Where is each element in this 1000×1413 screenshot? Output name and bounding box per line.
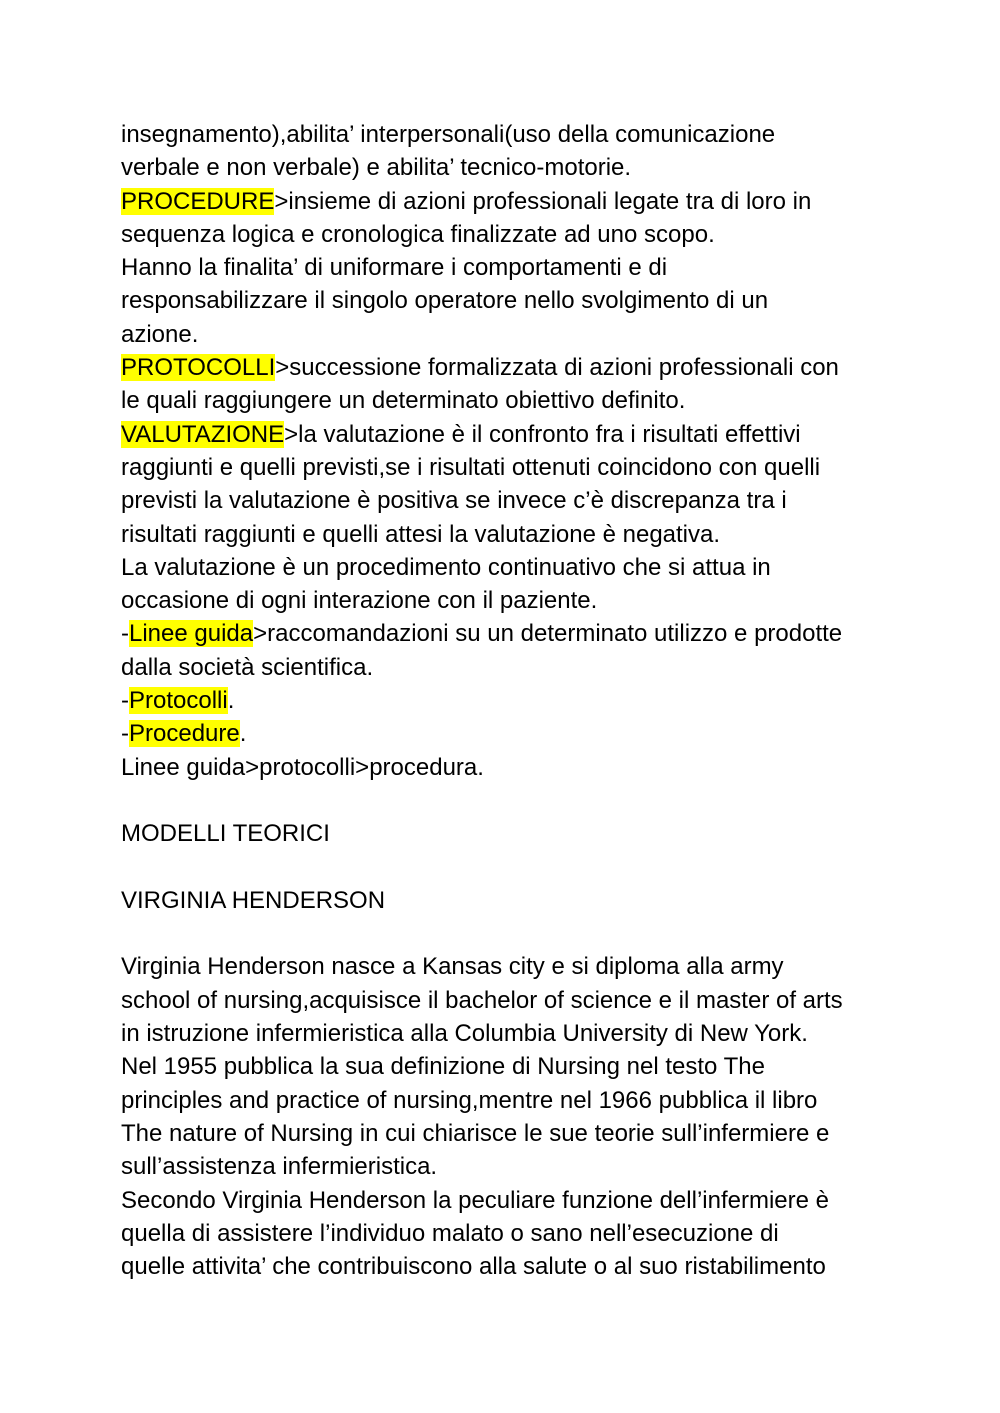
highlighted-term: Procedure [129, 720, 240, 748]
document-body [121, 118, 896, 1283]
text-line [121, 351, 896, 384]
text-line [121, 984, 896, 1017]
paragraph-henderson-title [121, 884, 896, 917]
text-line [121, 318, 896, 351]
highlighted-term: Protocolli [129, 687, 228, 715]
text-line [121, 684, 896, 717]
text-line [121, 651, 896, 684]
highlighted-term: PROCEDURE [121, 187, 275, 215]
text-line [121, 717, 896, 750]
highlighted-term: Linee guida [129, 620, 254, 648]
text-line [121, 384, 896, 417]
text-segment: MODELLI TEORICI [121, 820, 330, 848]
text-segment: La valutazione è un procedimento continuativo che si attua in [121, 553, 771, 581]
text-segment: - [121, 720, 129, 748]
text-segment: dalla società scientifica. [121, 653, 374, 681]
text-line [121, 950, 896, 983]
text-line [121, 218, 896, 251]
text-line [121, 151, 896, 184]
highlighted-term: VALUTAZIONE [121, 420, 285, 448]
text-line [121, 884, 896, 917]
text-line [121, 1084, 896, 1117]
text-segment: quella di assistere l’individuo malato o sano nell’esecuzione di [121, 1219, 779, 1247]
text-segment: in istruzione infermieristica alla Columbia University di New York. [121, 1020, 808, 1048]
paragraph-intro [121, 118, 896, 185]
text-line [121, 1017, 896, 1050]
text-segment: Secondo Virginia Henderson la peculiare funzione dell’infermiere è [121, 1186, 829, 1214]
text-line [121, 518, 896, 551]
text-segment: - [121, 687, 129, 715]
text-segment: previsti la valutazione è positiva se invece c’è discrepanza tra i [121, 487, 787, 515]
text-segment: >la valutazione è il confronto fra i risultati effettivi [284, 420, 801, 448]
text-segment: le quali raggiungere un determinato obiettivo definito. [121, 387, 686, 415]
text-segment: . [239, 720, 247, 748]
text-segment: The nature of Nursing in cui chiarisce le sue teorie sull’infermiere e [121, 1119, 830, 1147]
paragraph-henderson-bio [121, 950, 896, 1283]
text-segment: raggiunti e quelli previsti,se i risultati ottenuti coincidono con quelli [121, 453, 821, 481]
text-line [121, 617, 896, 650]
text-line [121, 418, 896, 451]
blank-line [121, 851, 896, 884]
text-segment: sull’assistenza infermieristica. [121, 1153, 438, 1181]
blank-line [121, 917, 896, 950]
text-line [121, 1117, 896, 1150]
text-segment: verbale e non verbale) e abilita’ tecnico-motorie. [121, 154, 632, 182]
text-line [121, 1184, 896, 1217]
text-line [121, 251, 896, 284]
highlighted-term: PROTOCOLLI [121, 354, 276, 382]
text-line [121, 1050, 896, 1083]
paragraph-valutazione [121, 418, 896, 618]
text-segment: occasione di ogni interazione con il paziente. [121, 587, 598, 615]
text-segment: . [227, 687, 235, 715]
text-segment: quelle attivita’ che contribuiscono alla salute o al suo ristabilimento [121, 1253, 826, 1281]
blank-line [121, 784, 896, 817]
text-segment: >successione formalizzata di azioni professionali con [275, 354, 839, 382]
text-line [121, 118, 896, 151]
text-line [121, 185, 896, 218]
text-segment: >raccomandazioni su un determinato utilizzo e prodotte [253, 620, 843, 648]
text-line [121, 751, 896, 784]
text-line [121, 1250, 896, 1283]
text-segment: - [121, 620, 129, 648]
text-segment: VIRGINIA HENDERSON [121, 886, 386, 914]
text-segment: risultati raggiunti e quelli attesi la valutazione è negativa. [121, 520, 721, 548]
text-segment: Linee guida>protocolli>procedura. [121, 753, 484, 781]
text-segment: responsabilizzare il singolo operatore nello svolgimento di un [121, 287, 769, 315]
text-segment: azione. [121, 320, 199, 348]
text-segment: >insieme di azioni professionali legate tra di loro in [274, 187, 812, 215]
text-line [121, 551, 896, 584]
paragraph-lista [121, 617, 896, 783]
text-line [121, 1150, 896, 1183]
text-segment: Nel 1955 pubblica la sua definizione di Nursing nel testo The [121, 1053, 765, 1081]
text-segment: principles and practice of nursing,mentre nel 1966 pubblica il libro [121, 1086, 818, 1114]
text-line [121, 584, 896, 617]
text-segment: sequenza logica e cronologica finalizzate ad uno scopo. [121, 220, 715, 248]
text-line [121, 284, 896, 317]
text-line [121, 451, 896, 484]
text-segment: Virginia Henderson nasce a Kansas city e si diploma alla army [121, 953, 784, 981]
paragraph-protocolli [121, 351, 896, 418]
text-segment: school of nursing,acquisisce il bachelor of science e il master of arts [121, 986, 843, 1014]
text-line [121, 817, 896, 850]
text-segment: insegnamento),abilita’ interpersonali(uso della comunicazione [121, 121, 776, 148]
text-line [121, 484, 896, 517]
paragraph-modelli [121, 817, 896, 850]
text-segment: Hanno la finalita’ di uniformare i comportamenti e di [121, 254, 668, 282]
paragraph-procedure [121, 185, 896, 351]
text-line [121, 1217, 896, 1250]
